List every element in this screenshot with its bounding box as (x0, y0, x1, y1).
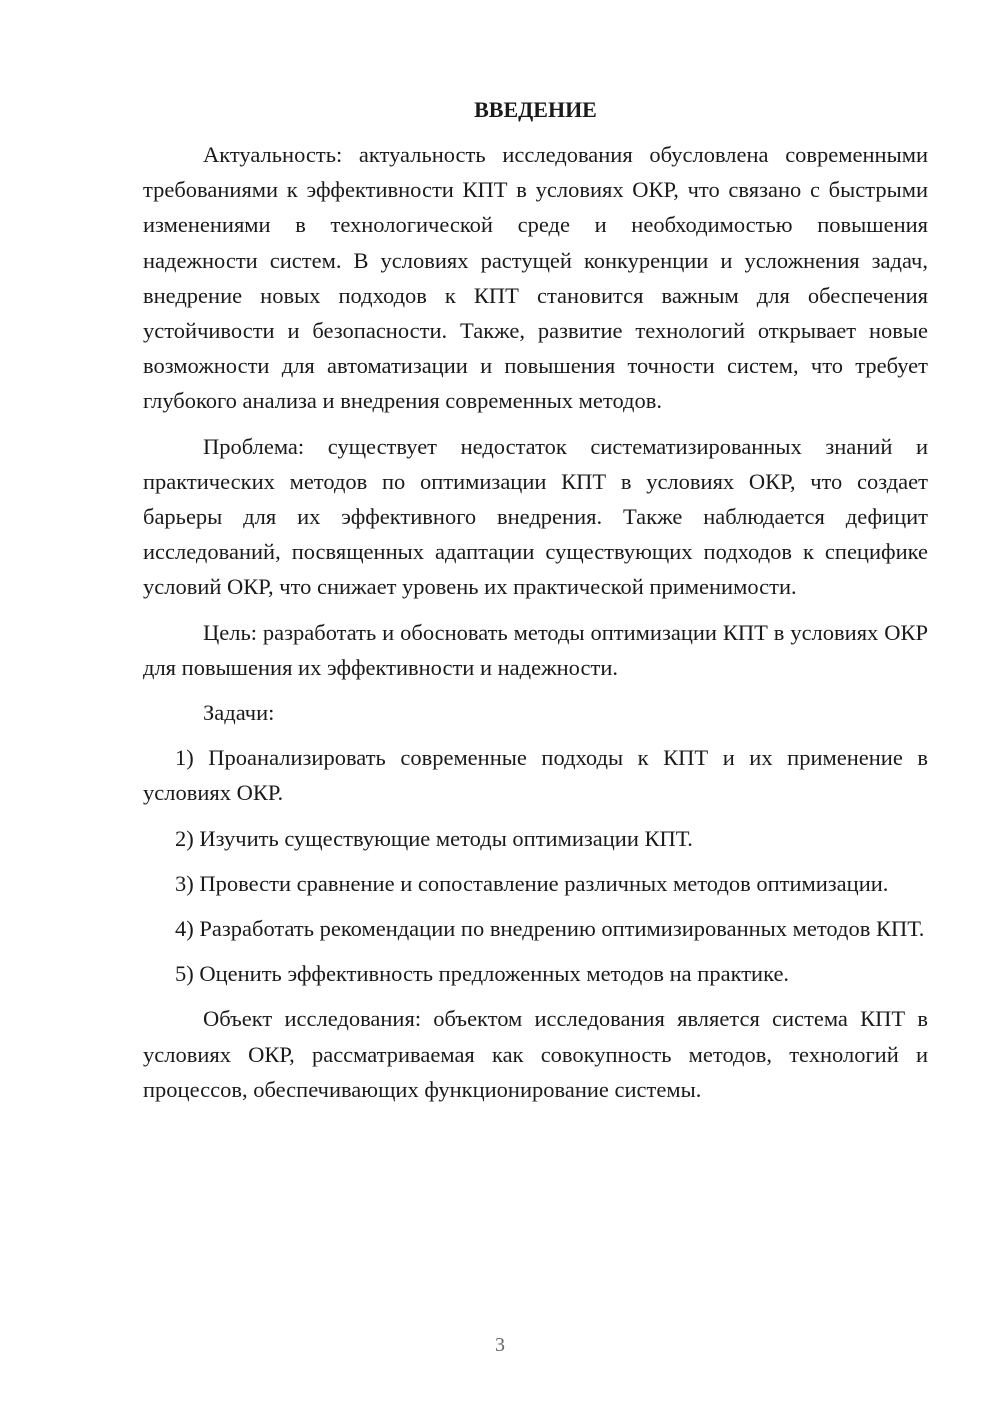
task-item-5: 5) Оценить эффективность предложенных методов на практике. (175, 961, 790, 987)
goal-paragraph: Цель: разработать и обосновать методы оптимизации КПТ в условиях ОКР для повышения их эффективности и надежности. (143, 619, 928, 680)
tasks-label: Задачи: (203, 700, 275, 726)
object-paragraph: Объект исследования: объектом исследования является система КПТ в условиях ОКР, рассматриваемая как совокупность методов, технологий и процессов, обеспечивающих функционирование системы. (143, 1006, 928, 1102)
task-item-4: 4) Разработать рекомендации по внедрению оптимизированных методов КПТ. (175, 916, 925, 942)
document-page (143, 95, 928, 1107)
task-item-3: 3) Провести сравнение и сопоставление различных методов оптимизации. (175, 870, 889, 896)
task-item-2: 2) Изучить существующие методы оптимизации КПТ. (175, 825, 693, 851)
relevance-paragraph: Актуальность: актуальность исследования обусловлена современными требованиями к эффективности КПТ в условиях ОКР, что связано с быстрыми изменениями в технологической среде и необходимостью повышения надежности систем. В условиях растущей конкуренции и усложнения задач, внедрение новых подходов к КПТ становится важным для обеспечения устойчивости и безопасности. Также, развитие технологий открывает новые возможности для автоматизации и повышения точности систем, что требует глубокого анализа и внедрения современных методов. (143, 142, 928, 414)
page-number: 3 (495, 1334, 505, 1356)
section-heading: ВВЕДЕНИЕ (474, 97, 597, 122)
task-item-1: 1) Проанализировать современные подходы к КПТ и их применение в условиях ОКР. (143, 745, 928, 806)
problem-paragraph: Проблема: существует недостаток систематизированных знаний и практических методов по оптимизации КПТ в условиях ОКР, что создает барьеры для их эффективного внедрения. Также наблюдается дефицит исследований, посвященных адаптации существующих подходов к специфике условий ОКР, что снижает уровень их практической применимости. (143, 433, 928, 600)
